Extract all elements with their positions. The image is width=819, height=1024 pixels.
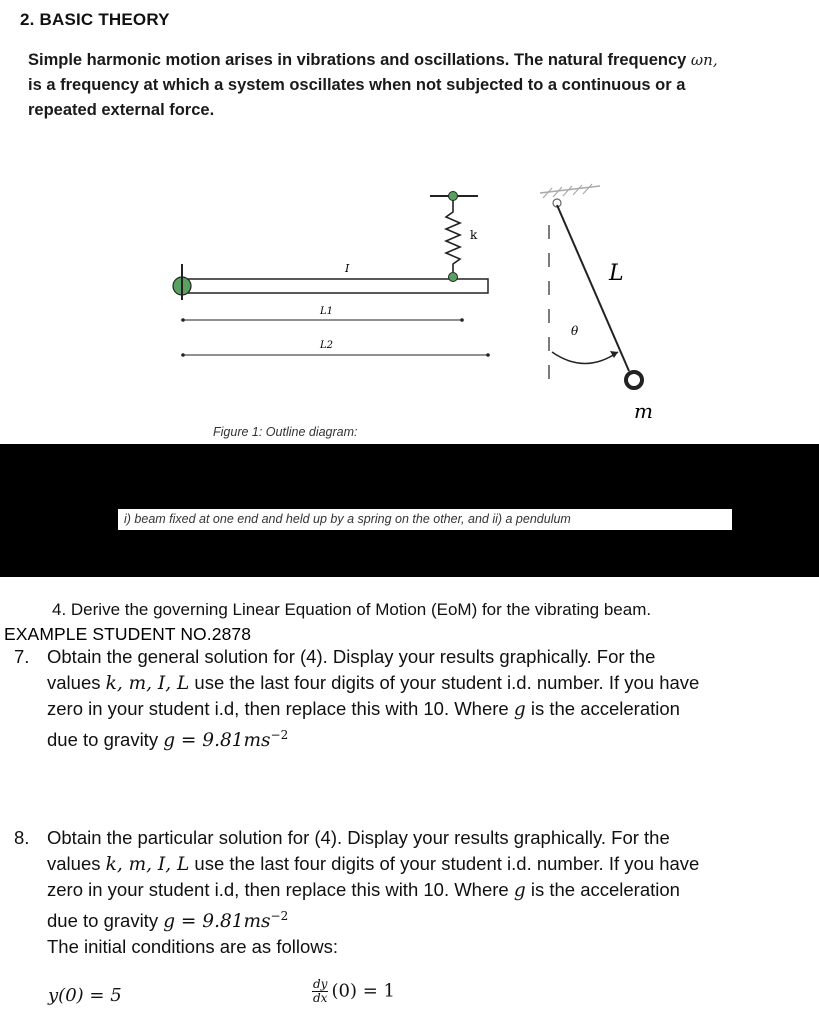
theta-arc — [552, 352, 618, 364]
intro-paragraph — [28, 48, 798, 123]
section-heading: 2. BASIC THEORY — [20, 10, 170, 29]
omega-symbol: ωn, — [690, 51, 718, 69]
question-7-number: 7. — [14, 646, 30, 667]
derivative-denominator: dx — [313, 991, 328, 1005]
label-I: I — [345, 262, 350, 275]
q8-variables: k, m, I, L — [105, 853, 190, 875]
q7-line-1: Obtain the general solution for (4). Display your results graphically. For the — [47, 646, 656, 667]
question-7 — [14, 644, 814, 754]
q8-initial-conditions-intro: The initial conditions are as follows: — [47, 936, 339, 958]
q7-text: due to gravity — [47, 728, 164, 750]
label-theta: θ — [571, 324, 579, 338]
spring-coil — [446, 200, 460, 272]
q7-g: g — [513, 699, 526, 720]
q8-text: due to gravity — [47, 909, 164, 931]
q8-g: g — [513, 880, 526, 901]
outline-diagram — [160, 175, 660, 445]
initial-condition-y0: y(0) = 5 — [48, 985, 122, 1006]
q7-text: values — [47, 671, 106, 693]
derivative-value: (0) = 1 — [331, 980, 395, 1002]
figure-caption-detail: i) beam fixed at one end and held up by a spring on the other, and ii) a pendulum — [118, 509, 732, 530]
intro-line-2: is a frequency at which a system oscillates when not subjected to a continuous or a — [28, 76, 686, 94]
q7-text: zero in your student i.d, then replace this with 10. Where — [47, 698, 514, 719]
label-m: m — [634, 399, 653, 423]
label-L1: L1 — [320, 306, 334, 317]
label-k: k — [470, 228, 478, 242]
question-8 — [14, 825, 814, 958]
initial-condition-derivative — [312, 978, 395, 1005]
intro-line-1: Simple harmonic motion arises in vibrations and oscillations. The natural frequency — [28, 51, 687, 69]
derivative-fraction — [312, 978, 328, 1005]
q8-gravity-value: g = 9.81ms — [163, 910, 271, 932]
q7-text: use the last four digits of your student i.d. number. If you have — [189, 671, 700, 693]
label-L2: L2 — [320, 340, 334, 351]
q8-text: use the last four digits of your student i.d. number. If you have — [189, 852, 700, 874]
pendulum-rod — [557, 205, 629, 371]
example-student-number: EXAMPLE STUDENT NO.2878 — [4, 624, 252, 644]
label-L: L — [609, 261, 624, 286]
q8-line-1: Obtain the particular solution for (4). Display your results graphically. For the — [47, 827, 670, 848]
q8-exponent: −2 — [270, 908, 289, 923]
q8-text: values — [47, 852, 106, 874]
q8-text: is the acceleration — [525, 879, 680, 900]
q7-text: is the acceleration — [525, 698, 680, 719]
q8-text: zero in your student i.d, then replace this with 10. Where — [47, 879, 514, 900]
derivative-numerator: dy — [313, 977, 328, 991]
question-8-number: 8. — [14, 827, 30, 848]
q7-variables: k, m, I, L — [105, 672, 190, 694]
question-4: 4. Derive the governing Linear Equation of Motion (EoM) for the vibrating beam. — [52, 600, 652, 619]
pendulum-bob — [626, 372, 642, 388]
beam — [183, 279, 488, 293]
intro-line-3: repeated external force. — [28, 101, 215, 119]
q7-gravity-value: g = 9.81ms — [163, 729, 271, 751]
figure-caption: Figure 1: Outline diagram: — [213, 425, 358, 439]
q7-exponent: −2 — [270, 727, 289, 742]
